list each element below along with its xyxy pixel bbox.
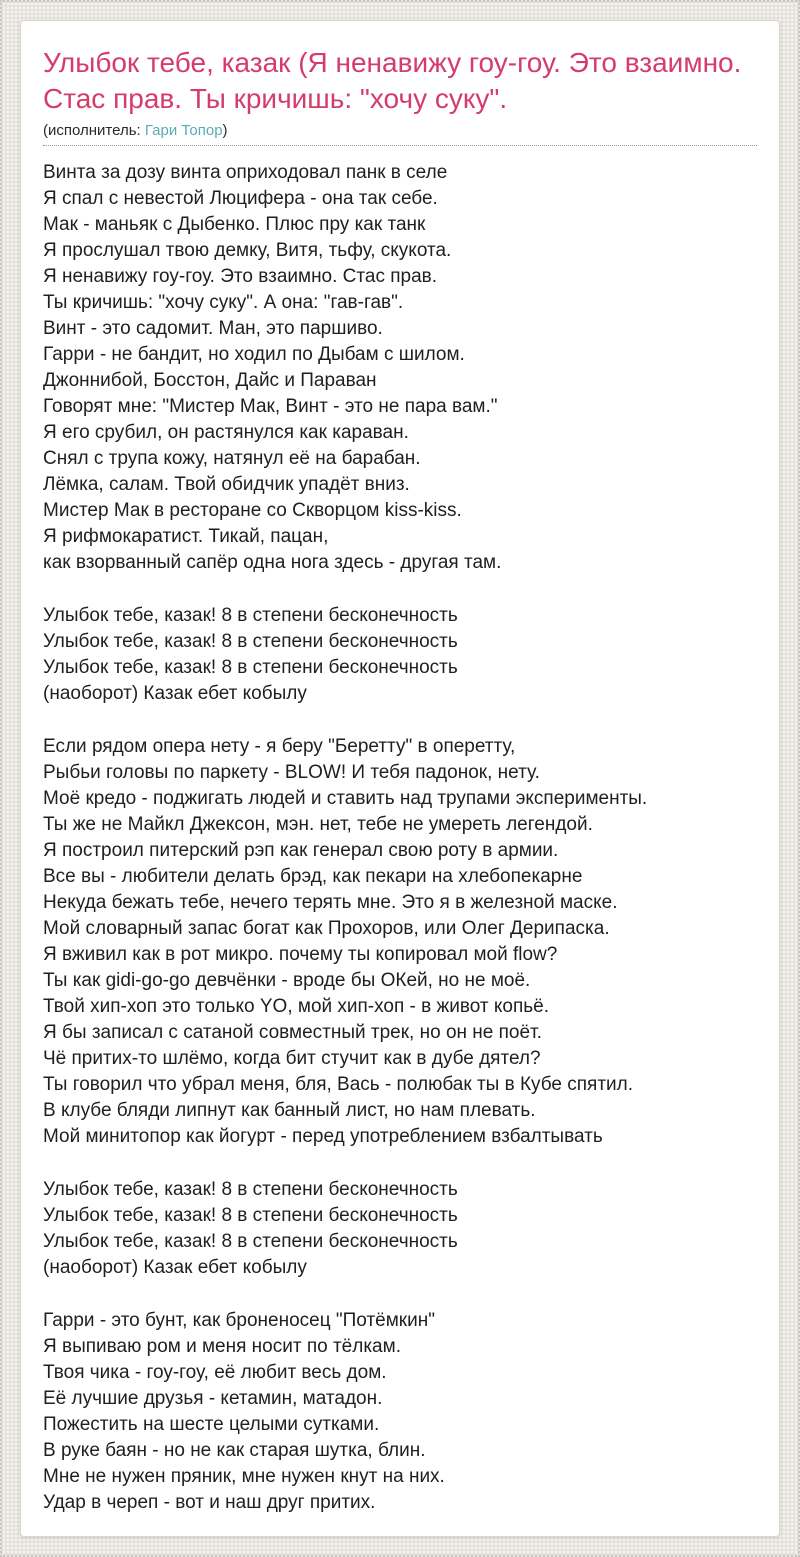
lyrics-line: Улыбок тебе, казак! 8 в степени бесконечность <box>43 1205 458 1226</box>
lyrics-line: Твоя чика - гоу-гоу, её любит весь дом. <box>43 1362 387 1383</box>
lyrics-line: Её лучшие друзья - кетамин, матадон. <box>43 1388 383 1409</box>
lyrics-line: Я рифмокаратист. Тикай, пацан, <box>43 526 329 547</box>
lyrics-line: Ты кричишь: "хочу суку". А она: "гав-гав". <box>43 292 404 313</box>
lyrics-line: Я построил питерский рэп как генерал свою роту в армии. <box>43 840 559 861</box>
lyrics-line: Говорят мне: "Мистер Мак, Винт - это не пара вам." <box>43 396 498 417</box>
stanza <box>43 603 757 707</box>
performer-row <box>43 121 757 141</box>
stanza <box>43 1308 757 1516</box>
lyrics-line: Ты же не Майкл Джексон, мэн. нет, тебе не умереть легендой. <box>43 814 593 835</box>
lyrics-line: (наоборот) Казак ебет кобылу <box>43 683 307 704</box>
lyrics-line: Снял с трупа кожу, натянул её на барабан. <box>43 448 421 469</box>
lyrics-card <box>20 20 780 1537</box>
lyrics-line: Я бы записал с сатаной совместный трек, но он не поёт. <box>43 1022 542 1043</box>
lyrics-line: Если рядом опера нету - я беру "Беретту" в оперетту, <box>43 736 516 757</box>
performer-label-close: ) <box>222 122 228 139</box>
lyrics-line: Мой словарный запас богат как Прохоров, или Олег Дерипаска. <box>43 918 610 939</box>
lyrics-line: Я ненавижу гоу-гоу. Это взаимно. Стас прав. <box>43 266 438 287</box>
lyrics-line: Улыбок тебе, казак! 8 в степени бесконечность <box>43 631 458 652</box>
performer-link[interactable]: Гари Топор <box>144 122 223 139</box>
lyrics-line: В клубе бляди липнут как банный лист, но нам плевать. <box>43 1100 536 1121</box>
lyrics-line: (наоборот) Казак ебет кобылу <box>43 1257 307 1278</box>
lyrics-line: Мой минитопор как йогурт - перед употреблением взбалтывать <box>43 1126 603 1147</box>
lyrics-line: Винт - это садомит. Ман, это паршиво. <box>43 318 383 339</box>
lyrics-line: Я вживил как в рот микро. почему ты копировал мой flow? <box>43 944 558 965</box>
lyrics-line: Гарри - не бандит, но ходил по Дыбам с шилом. <box>43 344 465 365</box>
stanza <box>43 160 757 576</box>
lyrics-line: Улыбок тебе, казак! 8 в степени бесконечность <box>43 657 458 678</box>
stanza <box>43 734 757 1150</box>
lyrics-line: Ты говорил что убрал меня, бля, Вась - полюбак ты в Кубе спятил. <box>43 1074 634 1095</box>
lyrics-line: Я прослушал твою демку, Витя, тьфу, скукота. <box>43 240 452 261</box>
lyrics-line: Мне не нужен пряник, мне нужен кнут на них. <box>43 1466 445 1487</box>
lyrics-line: Пожестить на шесте целыми сутками. <box>43 1414 380 1435</box>
lyrics-line: Мак - маньяк с Дыбенко. Плюс пру как танк <box>43 214 426 235</box>
lyrics-line: Я спал с невестой Люцифера - она так себе. <box>43 188 438 209</box>
lyrics-line: Чё притих-то шлёмо, когда бит стучит как в дубе дятел? <box>43 1048 541 1069</box>
lyrics-line: Улыбок тебе, казак! 8 в степени бесконечность <box>43 605 458 626</box>
lyrics-line: Я выпиваю ром и меня носит по тёлкам. <box>43 1336 401 1357</box>
lyrics-line: Моё кредо - поджигать людей и ставить над трупами эксперименты. <box>43 788 648 809</box>
lyrics-line: Все вы - любители делать брэд, как пекари на хлебопекарне <box>43 866 583 887</box>
performer-label: (исполнитель: <box>43 122 141 139</box>
page-title: Улыбок тебе, казак (Я ненавижу гоу-гоу. Это взаимно. Стас прав. Ты кричишь: "хочу суку". <box>43 47 742 114</box>
lyrics-line: Мистер Мак в ресторане со Скворцом kiss-kiss. <box>43 500 462 521</box>
lyrics-line: Рыбьи головы по паркету - BLOW! И тебя падонок, нету. <box>43 762 540 783</box>
lyrics-line: Я его срубил, он растянулся как караван. <box>43 422 409 443</box>
lyrics-line: Твой хип-хоп это только YO, мой хип-хоп - в живот копьё. <box>43 996 549 1017</box>
lyrics-line: Ты как gidi-go-go девчёнки - вроде бы ОКей, но не моё. <box>43 970 531 991</box>
lyrics-line: Джоннибой, Босстон, Дайс и Параван <box>43 370 377 391</box>
lyrics-line: Удар в череп - вот и наш друг притих. <box>43 1492 376 1513</box>
lyrics-line: как взорванный сапёр одна нога здесь - другая там. <box>43 552 502 573</box>
dotted-divider <box>43 145 757 146</box>
lyrics-line: Винта за дозу винта оприходовал панк в селе <box>43 162 448 183</box>
stanza <box>43 1177 757 1281</box>
lyrics-line: Улыбок тебе, казак! 8 в степени бесконечность <box>43 1179 458 1200</box>
lyrics <box>43 160 757 1516</box>
lyrics-line: Некуда бежать тебе, нечего терять мне. Это я в железной маске. <box>43 892 618 913</box>
lyrics-line: Улыбок тебе, казак! 8 в степени бесконечность <box>43 1231 458 1252</box>
lyrics-line: Лёмка, салам. Твой обидчик упадёт вниз. <box>43 474 410 495</box>
lyrics-line: Гарри - это бунт, как броненосец "Потёмкин" <box>43 1310 435 1331</box>
lyrics-line: В руке баян - но не как старая шутка, блин. <box>43 1440 426 1461</box>
